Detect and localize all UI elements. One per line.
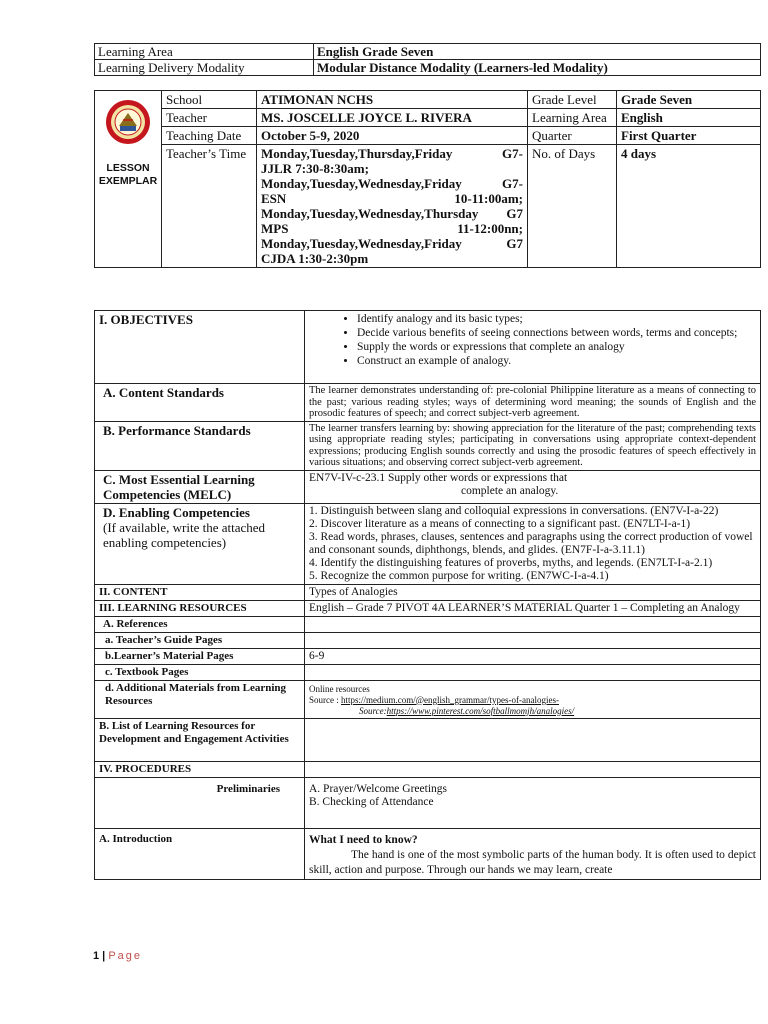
resources-row xyxy=(95,600,761,616)
grade-level-label: Grade Level xyxy=(528,91,617,109)
learners-material-value: 6-9 xyxy=(305,648,761,664)
teachers-time-label: Teacher’s Time xyxy=(162,145,257,268)
page-footer xyxy=(93,950,142,962)
introduction-label: A. Introduction xyxy=(95,828,305,879)
teachers-guide-row xyxy=(95,632,761,648)
content-value: Types of Analogies xyxy=(305,584,761,600)
source-link-2[interactable]: https://www.pinterest.com/softballmomjh/analogies/ xyxy=(386,705,575,716)
list-of-resources-row xyxy=(95,718,761,761)
time-line: Monday,Tuesday,Wednesday,Friday G7- xyxy=(261,176,523,191)
lesson-plan-table xyxy=(94,310,761,880)
source-link-1[interactable]: https://medium.com/@english_grammar/types-of-analogies- xyxy=(341,694,559,705)
list-item: 4. Identify the distinguishing features of proverbs, myths, and legends. (EN7LT-I-a-2.1) xyxy=(309,556,713,569)
additional-materials-row xyxy=(95,680,761,718)
school-seal-icon xyxy=(105,99,151,145)
textbook-row xyxy=(95,664,761,680)
enabling-list-cell xyxy=(305,503,761,584)
preliminaries-label: Preliminaries xyxy=(95,777,305,828)
source-line-1: Source : https://medium.com/@english_grammar/types-of-analogies- xyxy=(309,694,559,705)
melc-label: C. Most Essential Learning Competencies (MELC) xyxy=(95,470,305,503)
source-line-2: Source:https://www.pinterest.com/softballmomjh/analogies/ xyxy=(359,705,575,716)
references-row xyxy=(95,616,761,632)
melc-row xyxy=(95,470,761,503)
lesson-label-2: EXEMPLAR xyxy=(98,175,158,187)
textbook-value xyxy=(305,664,761,680)
school-value: ATIMONAN NCHS xyxy=(257,91,528,109)
preliminaries-row xyxy=(95,777,761,828)
additional-materials-cell xyxy=(305,680,761,718)
list-item: • Construct an example of analogy. xyxy=(357,354,756,368)
additional-materials-label: d. Additional Materials from Learning Resources xyxy=(95,680,305,718)
objectives-row xyxy=(95,311,761,384)
textbook-label: c. Textbook Pages xyxy=(95,664,305,680)
time-line: Monday,Tuesday,Thursday,Friday G7- xyxy=(261,146,523,161)
procedures-label: IV. PROCEDURES xyxy=(95,761,305,777)
logo-cell xyxy=(95,91,162,268)
melc-cell xyxy=(305,470,761,503)
page-number: 1 xyxy=(93,950,100,962)
performance-standards-text: The learner transfers learning by: showing appreciation for the literature of the past; comprehending texts using appropriate reading styles; participating in conversations using appropriate context-dependent expressions; producing English sounds correctly and using the prosodic features of speech effectively in various situations; and observing correct subject-verb agreement. xyxy=(305,421,761,470)
content-standards-row xyxy=(95,384,761,422)
teaching-date-value: October 5-9, 2020 xyxy=(257,127,528,145)
objectives-label: I. OBJECTIVES xyxy=(95,311,305,384)
teacher-value: MS. JOSCELLE JOYCE L. RIVERA xyxy=(257,109,528,127)
enabling-row xyxy=(95,503,761,584)
introduction-heading: What I need to know? xyxy=(309,833,418,846)
days-label: No. of Days xyxy=(528,145,617,268)
introduction-text: The hand is one of the most symbolic parts of the human body. It is often used to depict skill, action and purpose. Through our hands we may learn, create xyxy=(309,848,756,876)
learning-area-label: Learning Area xyxy=(95,44,314,60)
lesson-label-1: LESSON xyxy=(106,162,150,174)
teaching-date-label: Teaching Date xyxy=(162,127,257,145)
list-item: 1. Distinguish between slang and colloquial expressions in conversations. (EN7V-I-a-22) xyxy=(309,504,719,517)
page-word: Page xyxy=(108,950,143,962)
list-of-resources-label: B. List of Learning Resources for Development and Engagement Activities xyxy=(95,718,305,761)
content-standards-text: The learner demonstrates understanding of: pre-colonial Philippine literature as a means of connecting to the past; various reading styles; ways of determining word meaning; the sounds of English and the prosodic features of speech; and correct subject-verb agreement. xyxy=(305,384,761,422)
performance-standards-label: B. Performance Standards xyxy=(95,421,305,470)
enabling-label-cell xyxy=(95,503,305,584)
school-label: School xyxy=(162,91,257,109)
resources-value: English – Grade 7 PIVOT 4A LEARNER’S MATERIAL Quarter 1 – Completing an Analogy xyxy=(305,600,761,616)
references-value xyxy=(305,616,761,632)
time-line: CJDA 1:30-2:30pm xyxy=(261,251,369,266)
list-item: 3. Read words, phrases, clauses, sentences and paragraphs using the correct production of vowel and consonant sounds, diphthongs, blends, and glides. (EN7F-I-a-3.11.1) xyxy=(309,530,753,556)
days-value: 4 days xyxy=(617,145,761,268)
delivery-modality-label: Learning Delivery Modality xyxy=(95,60,314,76)
time-line: JJLR 7:30-8:30am; xyxy=(261,161,369,176)
learning-area-table xyxy=(94,43,761,76)
online-resources-label: Online resources xyxy=(309,683,370,694)
learning-area-label-2: Learning Area xyxy=(528,109,617,127)
learners-material-label: b.Learner’s Material Pages xyxy=(95,648,305,664)
objectives-list xyxy=(309,312,756,368)
teachers-guide-value xyxy=(305,632,761,648)
teacher-label: Teacher xyxy=(162,109,257,127)
quarter-value: First Quarter xyxy=(617,127,761,145)
list-item: 5. Recognize the common purpose for writing. (EN7WC-I-a-4.1) xyxy=(309,569,609,582)
melc-line-2: complete an analogy. xyxy=(461,484,559,497)
procedures-row xyxy=(95,761,761,777)
time-line: ESN 10-11:00am; xyxy=(261,191,523,206)
list-item: B. Checking of Attendance xyxy=(309,795,434,808)
introduction-cell xyxy=(305,828,761,879)
melc-line-1: EN7V-IV-c-23.1 Supply other words or expressions that xyxy=(309,471,568,484)
procedures-value xyxy=(305,761,761,777)
list-item: • Decide various benefits of seeing connections between words, terms and concepts; xyxy=(357,326,756,340)
list-item: 2. Discover literature as a means of connecting to a significant past. (EN7LT-I-a-1) xyxy=(309,517,691,530)
time-line: Monday,Tuesday,Wednesday,Friday G7 xyxy=(261,236,523,251)
enabling-sublabel: (If available, write the attached enabling competencies) xyxy=(103,519,266,550)
list-of-resources-value xyxy=(305,718,761,761)
performance-standards-row xyxy=(95,421,761,470)
learning-area-value-2: English xyxy=(617,109,761,127)
grade-level-value: Grade Seven xyxy=(617,91,761,109)
references-label: A. References xyxy=(95,616,305,632)
footer-separator: | xyxy=(99,950,109,962)
preliminaries-cell xyxy=(305,777,761,828)
teachers-time-value xyxy=(257,145,528,268)
introduction-row xyxy=(95,828,761,879)
delivery-modality-value: Modular Distance Modality (Learners-led Modality) xyxy=(314,60,761,76)
content-label: II. CONTENT xyxy=(95,584,305,600)
list-item: • Identify analogy and its basic types; xyxy=(357,312,756,326)
enabling-label: D. Enabling Competencies xyxy=(103,504,250,520)
school-info-table xyxy=(94,90,761,268)
content-row xyxy=(95,584,761,600)
time-line: MPS 11-12:00nn; xyxy=(261,221,523,236)
time-line: Monday,Tuesday,Wednesday,Thursday G7 xyxy=(261,206,523,221)
content-standards-label: A. Content Standards xyxy=(95,384,305,422)
list-item: A. Prayer/Welcome Greetings xyxy=(309,782,447,795)
quarter-label: Quarter xyxy=(528,127,617,145)
objectives-list-cell xyxy=(305,311,761,384)
resources-label: III. LEARNING RESOURCES xyxy=(95,600,305,616)
list-item: • Supply the words or expressions that complete an analogy xyxy=(357,340,756,354)
learners-material-row xyxy=(95,648,761,664)
teachers-guide-label: a. Teacher’s Guide Pages xyxy=(95,632,305,648)
learning-area-value: English Grade Seven xyxy=(314,44,761,60)
